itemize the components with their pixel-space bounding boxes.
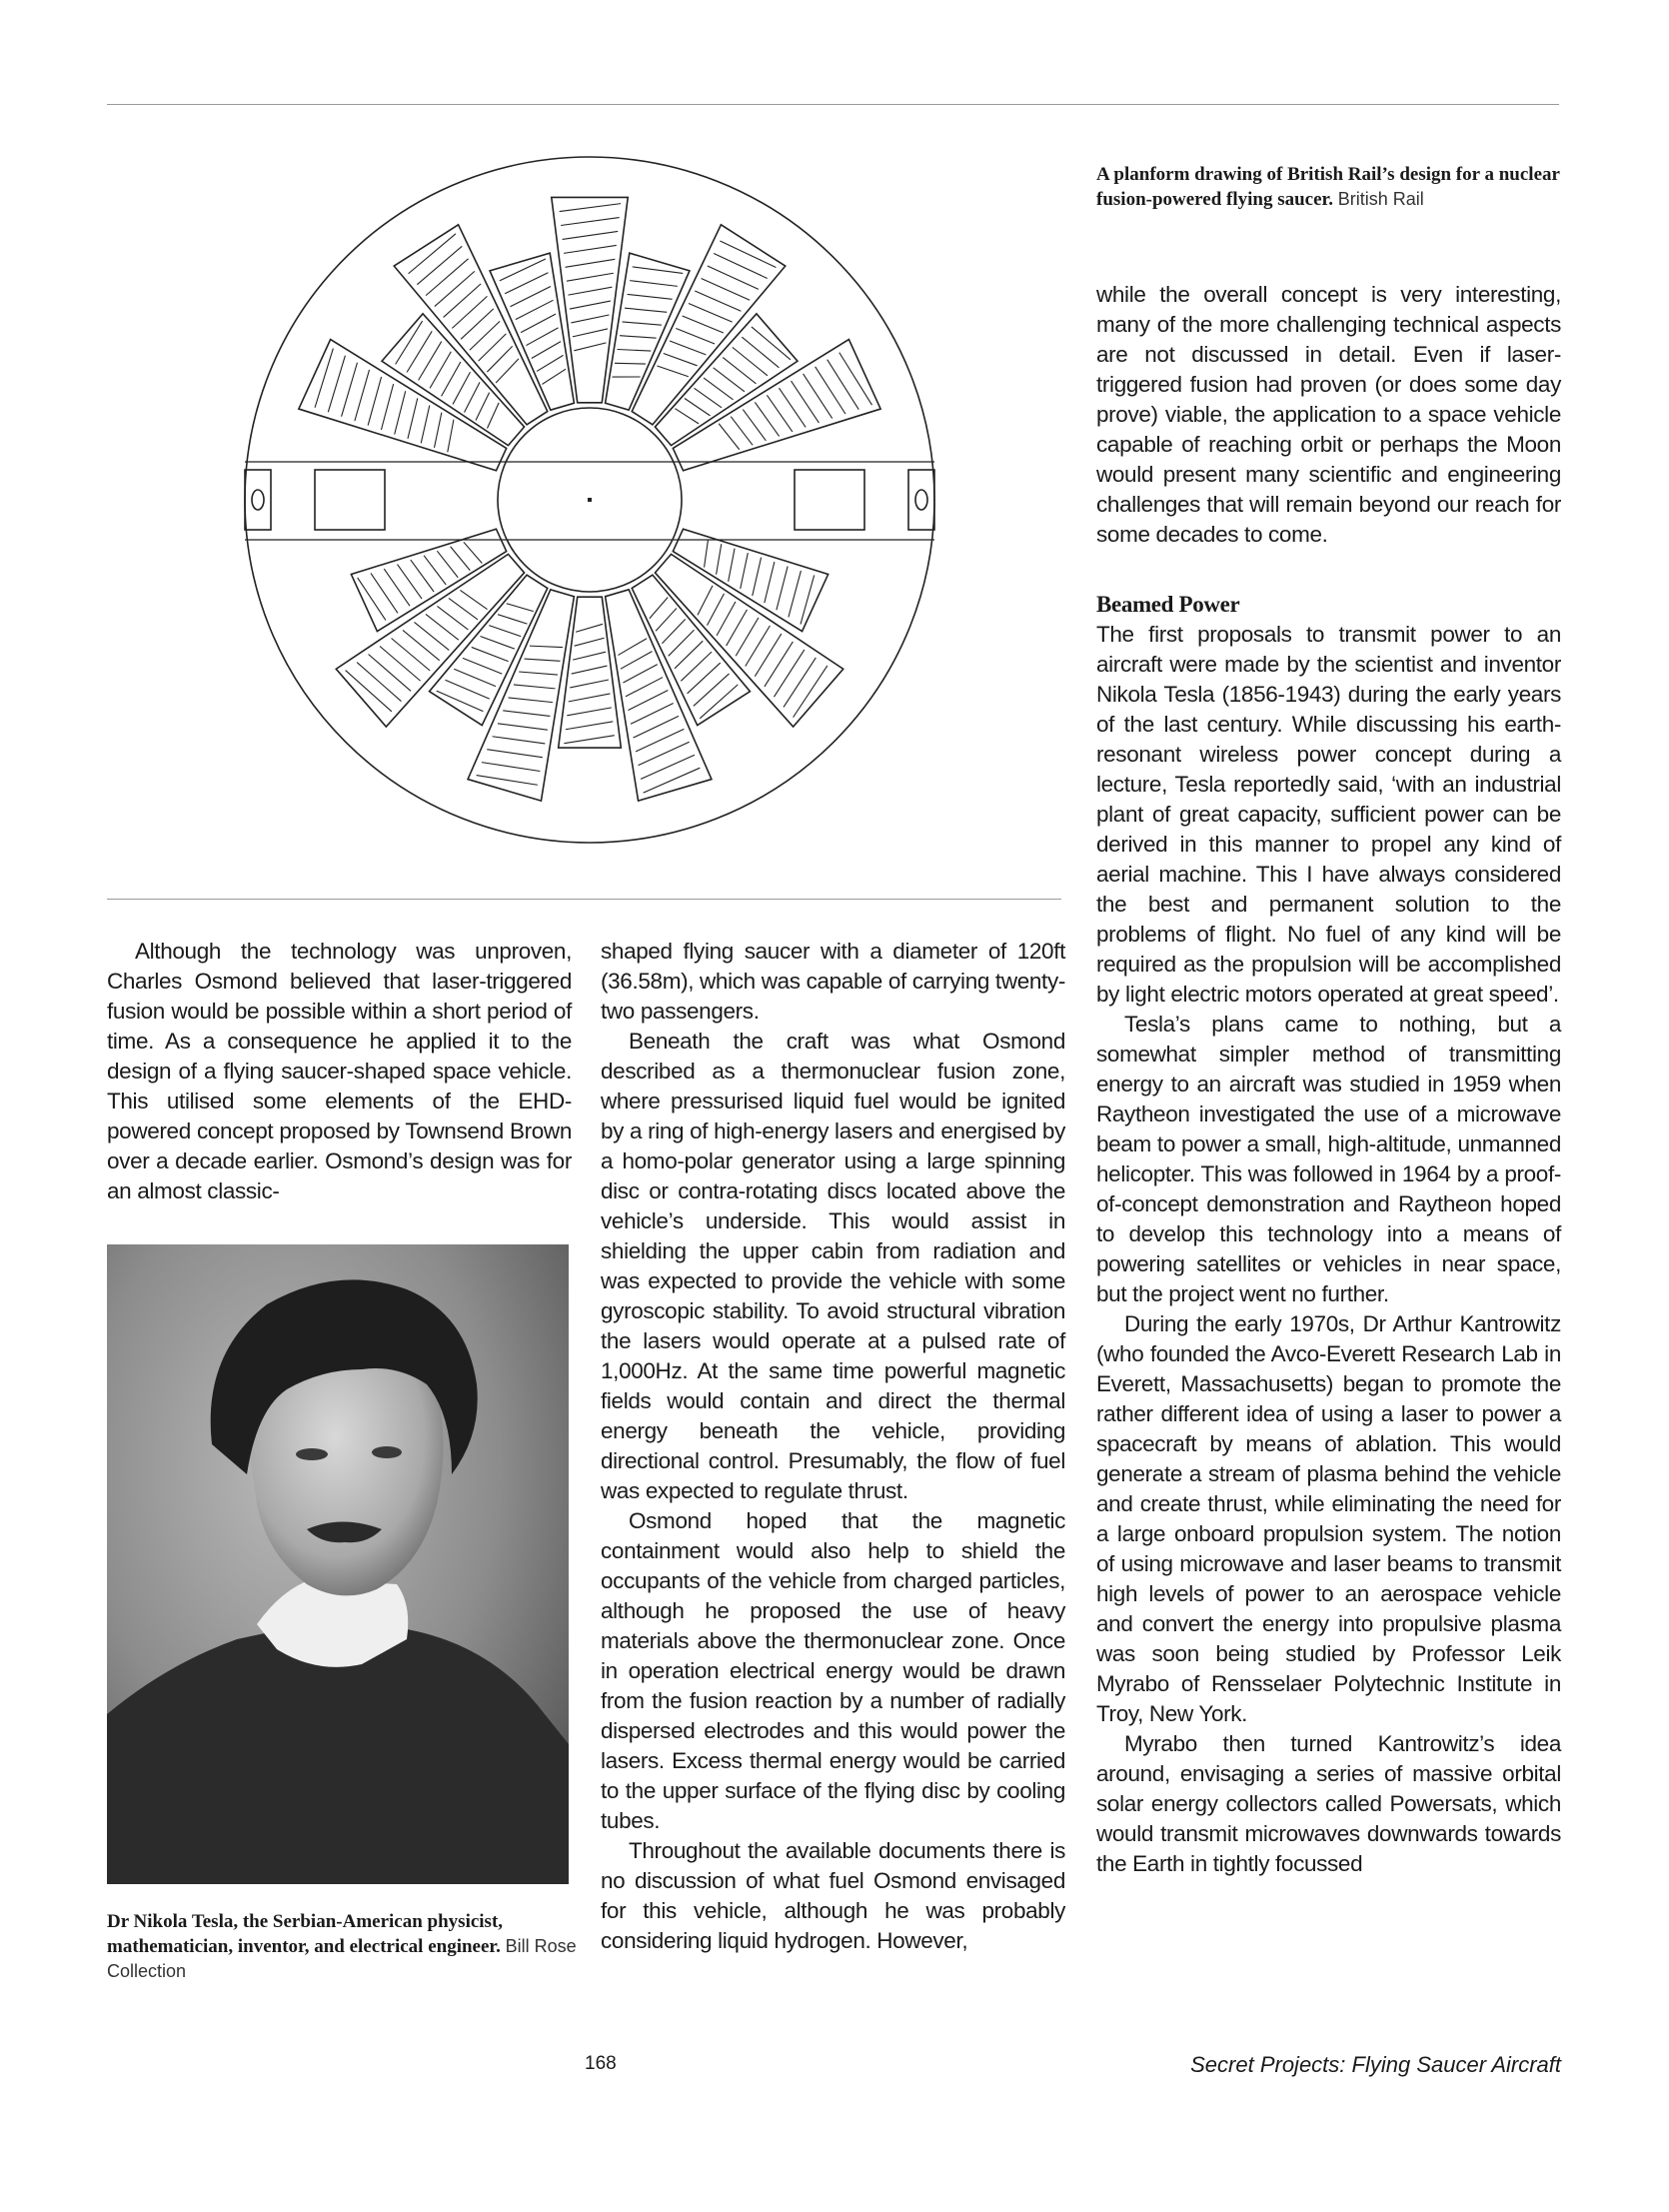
chamber-hatch xyxy=(669,630,695,656)
chamber-hatch xyxy=(567,273,614,281)
chamber-hatch xyxy=(507,604,534,612)
chamber-hatch xyxy=(742,337,779,368)
chamber-hatch xyxy=(417,246,462,284)
chamber-hatch xyxy=(573,329,608,337)
chamber-hatch xyxy=(664,354,698,366)
chamber-hatch xyxy=(700,685,738,719)
chamber-hatch xyxy=(633,267,684,274)
right-hatch-ring xyxy=(915,490,927,510)
chamber-hatch xyxy=(395,391,406,434)
chamber-hatch xyxy=(403,630,440,660)
chamber-hatch xyxy=(477,776,538,786)
chamber-hatch xyxy=(407,331,432,372)
col2-paragraph-2: Beneath the craft was what Osmond described as a thermonuclear fusion zone, where pressurised liquid fuel would be ignited by a ring of high-energy lasers and energised by a homo-polar generator using a large spinning disc or contra-rotating discs located above the vehicle’s underside. This would assist in shielding the upper cabin from radiation and was expected to provide the vehicle with some gyroscopic stability. To avoid structural vibration the lasers would operate at a pulsed rate of 1,000Hz. At the same time powerful magnetic fields would contain and direct the thermal energy beneath the vehicle, providing directional control. Presumably, the flow of fuel was expected to regulate thrust. xyxy=(601,1029,1065,1503)
chamber-hatch xyxy=(514,685,556,689)
chamber-hatch xyxy=(487,750,543,758)
chamber-hatch xyxy=(481,637,515,650)
chamber-hatch xyxy=(396,321,423,364)
column-2 xyxy=(601,937,1065,1956)
book-title: Secret Projects: Flying Saucer Aircraft xyxy=(1190,2052,1561,2077)
chamber-hatch xyxy=(662,619,685,643)
radial-chamber xyxy=(430,575,548,725)
chamber-hatch xyxy=(723,358,756,384)
chamber-hatch xyxy=(355,370,370,421)
chamber-hatch xyxy=(828,360,859,410)
chamber-hatch xyxy=(765,642,793,687)
chamber-hatch xyxy=(717,602,736,636)
saucer-caption xyxy=(1096,162,1566,212)
chamber-hatch xyxy=(470,321,500,350)
chamber-hatch xyxy=(489,626,521,637)
chamber-hatch xyxy=(516,300,554,319)
chamber-hatch xyxy=(537,355,563,371)
chamber-hatch xyxy=(688,663,721,694)
col2-paragraph-3: Osmond hoped that the magnetic containment would also help to shield the occupants of the vehicle from charged particles, although he proposed the use of heavy materials above the thermonuclear zone. Once in operation electrical energy would be drawn from the fusion reaction by a number of radially dispersed electrodes and this would power the lasers. Excess thermal energy would be carried to the upper surface of the flying disc by cooling tubes. xyxy=(601,1508,1065,1833)
chamber-hatch xyxy=(752,327,791,360)
chamber-hatch xyxy=(792,381,820,423)
section-gap xyxy=(1096,550,1561,590)
chamber-hatch xyxy=(315,349,333,408)
col3-paragraph-5: Myrabo then turned Kantrowitz’s idea around, envisaging a series of massive orbital solar energy collectors called Powersats, which would transmit microwaves downwards towards the Earth in tightly focussed xyxy=(1096,1731,1561,1876)
chamber-hatch xyxy=(698,586,713,616)
top-rule xyxy=(107,104,1559,105)
chamber-hatch xyxy=(445,680,489,699)
radial-chamber xyxy=(655,314,798,446)
chamber-hatch xyxy=(628,294,673,299)
chamber-hatch xyxy=(779,388,806,427)
chamber-hatch xyxy=(530,646,563,647)
chamber-hatch xyxy=(676,329,715,344)
chamber-hatch xyxy=(620,336,657,338)
chamber-hatch xyxy=(371,573,398,613)
chamber-hatch xyxy=(437,551,458,578)
chamber-hatch xyxy=(719,424,740,450)
chamber-hatch xyxy=(561,218,620,226)
chamber-hatch xyxy=(623,322,662,325)
chamber-hatch xyxy=(509,698,553,703)
saucer-caption-text: A planform drawing of British Rail’s design for a nuclear fusion-powered flying saucer. xyxy=(1096,164,1560,210)
chamber-hatch xyxy=(727,610,748,646)
col3-paragraph-4: During the early 1970s, Dr Arthur Kantrowitz (who founded the Avco-Everett Research Lab in Everett, Massachusetts) began to promote the rather different idea of using a laser to power a spacecraft by means of ablation. This would generate a stream of plasma behind the vehicle and create thrust, while eliminating the need for a large onboard propulsion system. The notion of using microwave and laser beams to transmit high levels of power to an aerospace vehicle and convert the energy into propulsive plasma was soon being studied by Professor Leik Myrabo of Rensselaer Polytechnic Institute in Troy, New York. xyxy=(1096,1311,1561,1726)
chamber-hatch xyxy=(774,650,804,697)
chamber-hatch xyxy=(380,647,421,682)
chamber-hatch xyxy=(765,562,775,603)
page-number: 168 xyxy=(585,2053,617,2074)
chamber-hatch xyxy=(618,349,652,351)
chamber-hatch xyxy=(733,347,768,375)
chamber-hatch xyxy=(639,742,690,765)
chamber-hatch xyxy=(498,724,548,730)
chamber-hatch xyxy=(789,571,801,617)
chamber-hatch xyxy=(717,544,722,574)
tesla-portrait-photo xyxy=(107,1244,569,1884)
chamber-hatch xyxy=(777,566,788,610)
chamber-hatch xyxy=(424,556,446,585)
chamber-hatch xyxy=(453,372,470,404)
radial-chamber xyxy=(632,575,750,725)
radial-chamber xyxy=(673,529,828,631)
chamber-hatch xyxy=(415,622,450,650)
col3-paragraph-1: while the overall concept is very interesting, many of the more challenging technical aspects are not discussed in detail. Even if laser-triggered fusion had proven (or does some day prove) viable, the application to a space vehicle capable of reaching orbit or perhaps the Moon would present many scientific and engineering challenges that will remain beyond our reach for some decades to come. xyxy=(1096,282,1561,547)
chamber-hatch xyxy=(746,626,771,667)
chamber-hatch xyxy=(574,343,606,351)
radial-chamber xyxy=(552,197,628,402)
chamber-hatch xyxy=(357,663,401,702)
chamber-hatch xyxy=(392,638,431,670)
chamber-hatch xyxy=(465,382,480,412)
tesla-caption xyxy=(107,1909,577,1984)
col2-paragraph-1: shaped flying saucer with a diameter of 120ft (36.58m), which was capable of carrying twenty-two passengers. xyxy=(601,939,1066,1024)
chamber-hatch xyxy=(695,291,741,311)
chamber-hatch xyxy=(487,403,499,429)
chamber-hatch xyxy=(755,634,782,677)
chamber-hatch xyxy=(519,672,558,675)
tesla-caption-credit: Bill Rose Collection xyxy=(107,1936,577,1981)
chamber-hatch xyxy=(784,658,816,707)
chamber-hatch xyxy=(566,259,616,267)
chamber-hatch xyxy=(623,665,657,683)
chamber-hatch xyxy=(452,296,487,328)
chamber-hatch xyxy=(644,768,701,793)
center-mark xyxy=(588,498,592,502)
chamber-hatch xyxy=(615,363,646,364)
chamber-hatch xyxy=(421,405,430,443)
chamber-hatch xyxy=(503,711,550,717)
chamber-hatch xyxy=(708,266,759,289)
chamber-hatch xyxy=(368,377,381,426)
tesla-caption-text: Dr Nikola Tesla, the Serbian-American physicist, mathematician, inventor, and electrical engineer. xyxy=(107,1911,504,1957)
chamber-hatch xyxy=(575,638,605,646)
chamber-hatch xyxy=(532,342,561,359)
chamber-hatch xyxy=(566,722,613,730)
chamber-hatch xyxy=(496,359,519,383)
radial-chamber xyxy=(336,554,524,727)
chamber-hatch xyxy=(563,231,619,239)
chamber-hatch xyxy=(454,669,496,686)
chamber-hatch xyxy=(569,694,611,702)
chamber-hatch xyxy=(564,736,614,744)
chamber-hatch xyxy=(560,204,621,212)
chamber-hatch xyxy=(675,409,699,424)
chamber-hatch xyxy=(449,598,478,619)
chamber-hatch xyxy=(704,378,733,400)
radial-chamber xyxy=(468,590,574,801)
chamber-hatch xyxy=(369,655,411,692)
chamber-hatch xyxy=(409,234,456,274)
chamber-hatch xyxy=(476,393,490,421)
chamber-hatch xyxy=(656,608,677,631)
chamber-hatch xyxy=(487,346,512,372)
chamber-hatch xyxy=(694,674,730,706)
chamber-hatch xyxy=(794,666,828,718)
chamber-hatch xyxy=(708,594,725,626)
chamber-hatch xyxy=(801,575,815,624)
column-1 xyxy=(107,937,572,1206)
chamber-hatch xyxy=(542,369,566,384)
chamber-hatch xyxy=(472,647,509,661)
chamber-hatch xyxy=(657,366,688,377)
chamber-hatch xyxy=(685,398,711,415)
chamber-hatch xyxy=(731,417,753,446)
chamber-hatch xyxy=(564,245,617,253)
chamber-hatch xyxy=(482,763,540,772)
chamber-hatch xyxy=(464,542,482,563)
chamber-hatch xyxy=(435,271,475,306)
col3-paragraph-3: Tesla’s plans came to nothing, but a somewhat simpler method of transmitting energy to an aircraft was studied in 1959 when Raytheon investigated the use of a microwave beam to power a small, high-altitude, unmanned helicopter. This was followed in 1964 by a proof-of-concept demonstration and Raytheon hoped to develop this technology into a means of powering satellites or vehicles in near space, but the project went no further. xyxy=(1096,1012,1561,1306)
right-hatch-box xyxy=(908,470,934,530)
chamber-hatch xyxy=(576,624,603,632)
chamber-hatch xyxy=(408,398,418,439)
chamber-hatch xyxy=(460,590,487,609)
chamber-hatch xyxy=(493,737,546,744)
chamber-hatch xyxy=(342,363,358,417)
chamber-hatch xyxy=(650,598,668,619)
chamber-hatch xyxy=(567,708,612,716)
saucer-caption-credit: British Rail xyxy=(1337,189,1424,209)
chamber-hatch xyxy=(328,356,345,413)
chamber-hatch xyxy=(689,304,733,323)
col1-paragraph-1: Although the technology was unproven, Charles Osmond believed that laser-triggered fusion would be possible within a short period of time. As a consequence he applied it to the design of a flying saucer-shaped space vehicle. This utilised some elements of the EHD-powered concept proposed by Townsend Brown over a decade earlier. Osmond’s design was for an almost classic- xyxy=(107,939,572,1203)
chamber-hatch xyxy=(570,680,609,688)
chamber-hatch xyxy=(621,652,652,670)
chamber-hatch xyxy=(570,301,611,309)
chamber-hatch xyxy=(526,328,558,346)
col3-paragraph-2: The first proposals to transmit power to an aircraft were made by the scientist and inventor Nikola Tesla (1856-1943) during the early years of the last century. While discussing his earth-resonant wireless power concept during a lecture, Tesla reportedly said, ‘with an industrial plant of great capacity, sufficient power can be derived in this manner to propel any kind of aerial machine. This I have always considered the best and permanent solution to the problems of flight. No fuel of any kind will be required as the propulsion will be accomplished by light electric motors operated at great speed’. xyxy=(1096,622,1561,1007)
chamber-hatch xyxy=(510,287,550,307)
chamber-hatch xyxy=(626,678,663,697)
chamber-hatch xyxy=(426,259,468,296)
chamber-hatch xyxy=(451,547,471,571)
chamber-hatch xyxy=(729,549,735,582)
col2-paragraph-4: Throughout the available documents there is no discussion of what fuel Osmond envisaged for this vehicle, although he was probably considering liquid hydrogen. However, xyxy=(601,1838,1065,1953)
section-heading: Beamed Power xyxy=(1096,592,1240,617)
chamber-hatch xyxy=(618,639,647,656)
figure-bottom-rule xyxy=(107,899,1061,900)
chamber-hatch xyxy=(448,420,454,453)
chamber-hatch xyxy=(572,666,608,674)
radial-chamber xyxy=(394,225,548,425)
chamber-hatch xyxy=(681,652,712,681)
chamber-hatch xyxy=(741,553,749,589)
chamber-hatch xyxy=(568,287,612,295)
chamber-hatch xyxy=(714,253,768,278)
chamber-hatch xyxy=(683,316,724,333)
left-side-pod xyxy=(315,470,385,530)
chamber-hatch xyxy=(641,755,695,779)
chamber-hatch xyxy=(816,367,845,414)
chamber-hatch xyxy=(630,281,678,287)
chamber-hatch xyxy=(461,309,494,339)
chamber-hatch xyxy=(525,659,561,661)
chamber-hatch xyxy=(628,691,668,711)
chamber-hatch xyxy=(444,284,482,318)
chamber-hatch xyxy=(571,315,609,323)
column-3 xyxy=(1096,280,1561,1879)
chamber-hatch xyxy=(804,374,833,419)
chamber-hatch xyxy=(435,413,442,448)
chamber-hatch xyxy=(767,395,792,432)
left-hatch-box xyxy=(245,470,271,530)
chamber-hatch xyxy=(430,352,451,389)
chamber-hatch xyxy=(498,615,527,624)
radial-chamber xyxy=(673,340,880,471)
right-side-pod xyxy=(795,470,864,530)
chamber-hatch xyxy=(384,569,410,606)
chamber-hatch xyxy=(625,308,667,312)
chamber-hatch xyxy=(753,558,762,596)
chamber-hatch xyxy=(670,341,706,355)
chamber-hatch xyxy=(695,388,723,408)
left-hatch-ring xyxy=(252,490,264,510)
chamber-hatch xyxy=(521,314,556,333)
chamber-hatch xyxy=(442,362,461,396)
saucer-planform-drawing xyxy=(230,152,989,847)
chamber-hatch xyxy=(573,652,606,660)
chamber-hatch xyxy=(381,384,393,430)
chamber-hatch xyxy=(705,540,709,568)
chamber-hatch xyxy=(463,658,502,674)
